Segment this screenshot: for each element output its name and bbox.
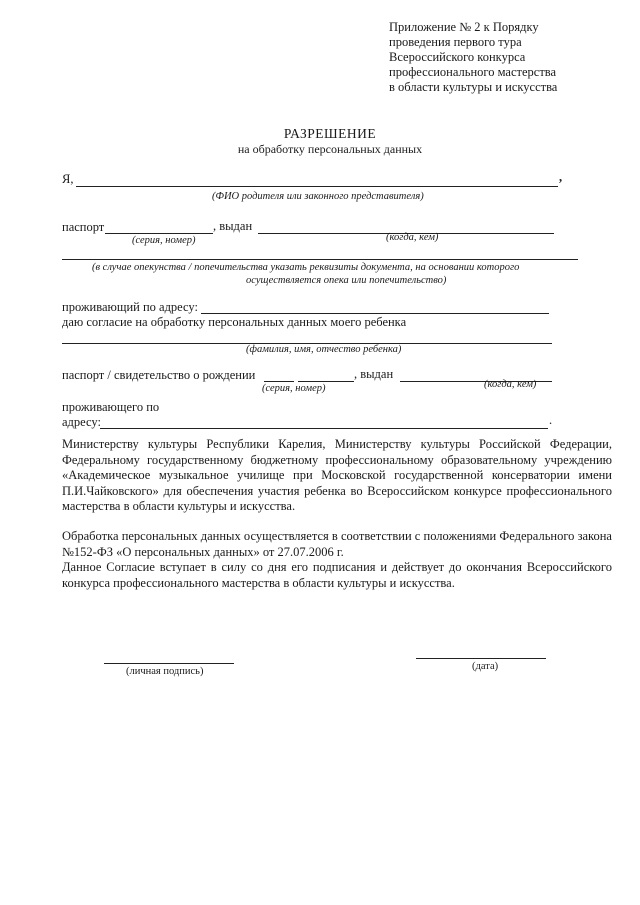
passport-number-field[interactable]: [105, 233, 213, 234]
ya-label: Я,: [62, 172, 74, 186]
appendix-line: проведения первого тура: [389, 35, 522, 49]
validity-paragraph: Данное Согласие вступает в силу со дня его подписания и действует до окончания Всероссийского конкурса профессионального мастерства в области культуры и искусства.: [62, 560, 612, 590]
signature-field[interactable]: [104, 663, 234, 664]
appendix-line: в области культуры и искусства: [389, 80, 558, 94]
appendix-line: профессионального мастерства: [389, 65, 557, 79]
parent-name-hint: (ФИО родителя или законного представителя): [212, 191, 424, 202]
date-label: (дата): [472, 661, 499, 672]
ya-end-comma: ,: [559, 170, 563, 184]
child-issued-hint: (когда, кем): [484, 379, 537, 390]
guardian-hint-2: осуществляется опека или попечительство): [246, 275, 447, 286]
document-subtitle: на обработку персональных данных: [237, 142, 423, 156]
child-address-label-1: проживающего по: [62, 400, 160, 414]
address-field[interactable]: [201, 313, 549, 314]
passport-series-hint: (серия, номер): [132, 235, 196, 246]
child-address-field[interactable]: [100, 428, 548, 429]
parent-name-field[interactable]: [76, 186, 558, 187]
child-series-hint: (серия, номер): [262, 383, 326, 394]
child-address-end: .: [549, 413, 553, 427]
address-label: проживающий по адресу:: [62, 300, 198, 314]
child-doc-label: паспорт / свидетельство о рождении: [62, 368, 256, 382]
passport-issued-hint: (когда, кем): [386, 232, 439, 243]
child-issued-label: , выдан: [354, 367, 394, 381]
child-doc-series-field[interactable]: [264, 381, 294, 382]
issued-label: , выдан: [213, 219, 253, 233]
child-address-label-2: адресу:: [62, 415, 101, 429]
consent-text: даю согласие на обработку персональных данных моего ребенка: [62, 315, 407, 329]
passport-label: паспорт: [62, 220, 105, 234]
appendix-line: Всероссийского конкурса: [389, 50, 526, 64]
consent-recipients-paragraph: Министерству культуры Республики Карелия, Министерству культуры Российской Федерации, Федеральному государственному бюджетному профессиональному образовательному учреждению «Академическое музыкальное училище при Московской государственной консерватории имени П.И.Чайковского» для обеспечения участия ребенка во Всероссийском конкурсе профессионального мастерства в области культуры и искусства.: [62, 437, 612, 513]
child-name-hint: (фамилия, имя, отчество ребенка): [246, 344, 402, 355]
child-doc-number-field[interactable]: [298, 381, 354, 382]
signature-label: (личная подпись): [126, 666, 204, 677]
legal-basis-paragraph: Обработка персональных данных осуществляется в соответствии с положениями Федерального закона №152-ФЗ «О персональных данных» от 27.07.2006 г.: [62, 529, 612, 559]
appendix-line: Приложение № 2 к Порядку: [389, 20, 539, 34]
guardian-hint-1: (в случае опекунства / попечительства указать реквизиты документа, на основании которого: [92, 262, 520, 273]
date-field[interactable]: [416, 658, 546, 659]
guardian-doc-field[interactable]: [62, 259, 578, 260]
document-title: РАЗРЕШЕНИЕ: [283, 126, 377, 141]
appendix-header: [389, 20, 589, 95]
